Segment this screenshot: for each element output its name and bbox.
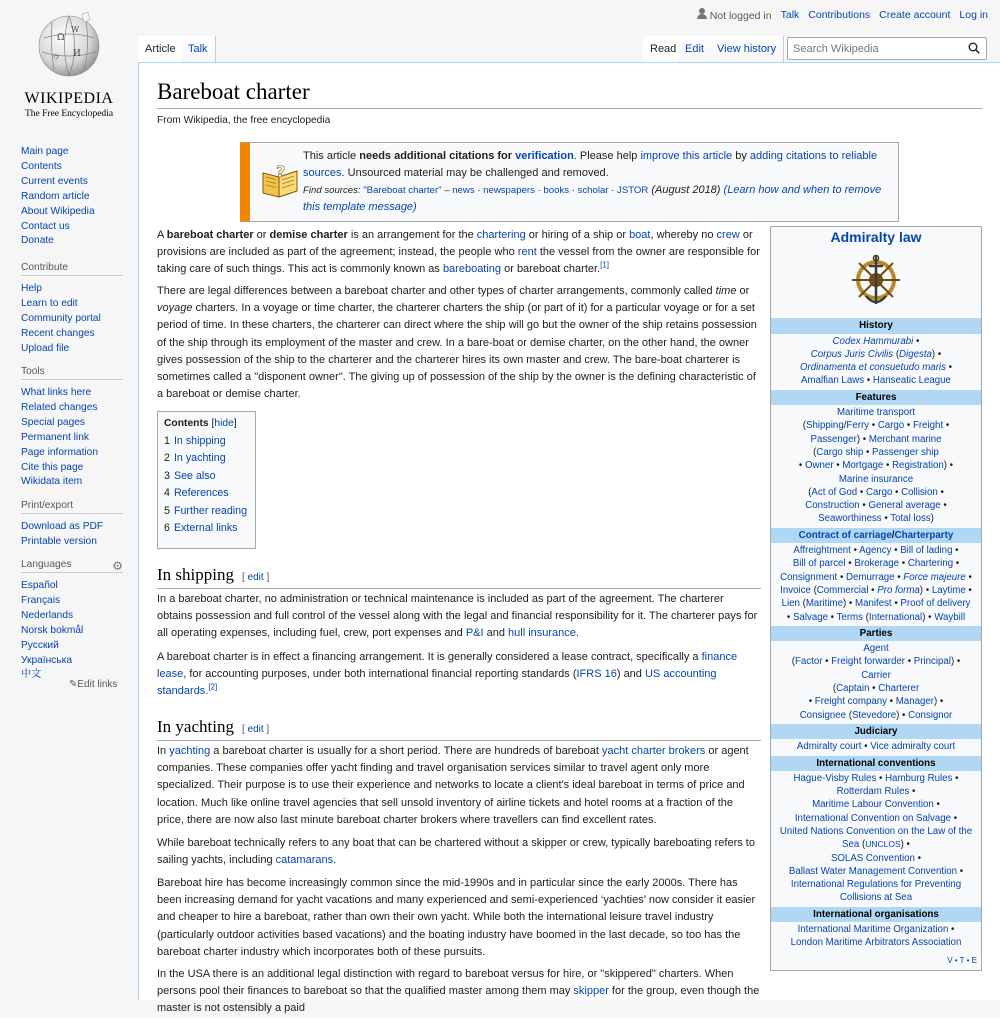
italic-term: voyage <box>157 302 193 315</box>
navbox-link[interactable]: UNCLOS <box>865 839 901 850</box>
navbox-group-orgs: International Maritime Organization • London Maritime Arbitrators Association <box>790 924 962 949</box>
sidebar-navbox-admiralty-law <box>770 226 982 971</box>
navbox-link[interactable]: International Maritime Organization <box>797 924 949 936</box>
section-heading-text: In yachting <box>157 717 234 736</box>
svg-text:ウ: ウ <box>52 53 60 62</box>
paragraph <box>157 283 761 403</box>
navbox-link[interactable]: Maritime <box>805 598 843 610</box>
navbox-link[interactable]: Terms <box>836 611 863 623</box>
navbox-link[interactable]: Mortgage <box>842 460 884 472</box>
navbox-link[interactable]: Ballast Water Management Convention <box>788 865 958 877</box>
nav-print <box>21 500 136 550</box>
text: A bareboat charter is in effect a financing arrangement. It is generally considered a lease contract, specifically a <box>157 651 702 663</box>
paragraph: Bareboat hire has become increasingly common since the mid-1990s and in particular since the early 2000s. There has been increasing demand for yacht vacations and many experienced and semi-experienced ‘yachties’ now consider it easier and cheaper to hire a bareboat, rather than own their own yacht. While both the international leisure travel industry (particularly outdoor activities based vacations) and the boating industry have boomed in the last decade, so too has the bareboat charter industry which incorporates both of these pursuits. <box>157 877 756 958</box>
navbox-link[interactable]: Stevedore <box>851 709 897 721</box>
navbox-link[interactable]: Ferry <box>846 420 870 432</box>
navbox-vte: V • T • E <box>947 955 977 965</box>
scholar-link[interactable]: scholar <box>577 185 609 196</box>
sidebar-item-wikidata-item[interactable]: Wikidata item <box>21 476 83 488</box>
section-heading-yachting: In yachting [ edit ] <box>157 717 761 741</box>
user-icon <box>697 8 707 20</box>
svg-text:И: И <box>73 49 81 59</box>
puzzle-globe-icon <box>38 10 100 82</box>
navbox-link[interactable]: Consignment <box>780 571 838 583</box>
sidebar-item-contact[interactable]: Contact us <box>21 220 70 232</box>
navbox-link[interactable]: Codex Hammurabi <box>832 335 914 347</box>
navbox-link[interactable]: Demurrage <box>846 571 895 583</box>
navbox-link[interactable]: General average <box>868 500 941 512</box>
edit-section-link[interactable]: edit <box>247 572 264 583</box>
not-logged-in-label: Not logged in <box>709 10 772 22</box>
wordmark: WIKIPEDIA <box>24 90 114 107</box>
navbox-heading: History <box>771 318 981 333</box>
navbox-link[interactable]: Amalfian Laws <box>801 375 865 387</box>
navbox-link[interactable]: Corpus Juris Civilis <box>810 348 894 360</box>
toc-item[interactable] <box>164 503 249 520</box>
navbox-link[interactable]: Chartering <box>907 558 954 570</box>
catamarans-link[interactable]: catamarans <box>275 854 334 867</box>
citation-notice <box>240 142 899 222</box>
navbox-link[interactable]: United Nations Convention on the Law of the Sea <box>779 825 973 851</box>
toc-link-references[interactable]: References <box>173 487 229 500</box>
navbox-link[interactable]: Invoice <box>780 584 811 596</box>
toc-num: 6 <box>164 522 170 535</box>
navbox-link[interactable]: Seaworthiness <box>818 513 882 525</box>
sidebar-item-lang-uk[interactable]: Українська <box>21 654 73 666</box>
nav-languages <box>21 559 136 683</box>
notice-text: . Unsourced material may be challenged and removed. <box>341 167 609 179</box>
navbox-heading: International organisations <box>771 907 981 922</box>
navbox-link[interactable]: Admiralty court <box>796 741 862 753</box>
bareboating-link[interactable]: bareboating <box>442 263 502 276</box>
navbox-heading-link[interactable]: Charterparty <box>894 529 954 541</box>
navbox-link[interactable]: Rotterdam Rules <box>836 786 910 798</box>
navbox-link[interactable]: Vice admiralty court <box>870 741 956 753</box>
navbox-link[interactable]: Waybill <box>934 611 966 623</box>
text: charters. In a voyage or time charter, the charterer charters the ship (or part of it) for a particular voyage or for a set period of time. In these charters, the charterer can direct where the ship will go but the owner of the ship retains possession of the ship through its employment of the master and crew. In a bare-boat or demise charter, on the other hand, the owner gives possession of the ship to the charterer and the charterer hires its own master and crew. The bare-boat charterer is sometimes called a "disponent owner". The giving up of possession of the ship by the owner is the defining characteristic of a bareboat or demise charter. <box>157 302 757 401</box>
log-in-link[interactable]: Log in <box>959 9 988 21</box>
reference-link[interactable]: [2] <box>208 682 218 692</box>
toc-num: 1 <box>164 435 170 447</box>
navbox-link[interactable]: Cargo <box>877 420 905 432</box>
navbox-link[interactable]: Act of God <box>811 486 858 498</box>
verification-link[interactable]: verification <box>515 150 574 162</box>
toc-item[interactable] <box>164 450 249 467</box>
text: In a bareboat charter, no administration or technical maintenance is included as part of the agreement. The charterer obtains possession and full control of the vessel along with the legal and financial responsibility for it. The charterer pays for all operating expenses, including fuel, crew, port expenses and <box>157 593 758 640</box>
crew-link[interactable]: crew <box>716 229 740 241</box>
text: or bareboat charter. <box>501 263 601 276</box>
sidebar-item-about[interactable]: About Wikipedia <box>21 205 95 217</box>
tab-read[interactable]: Read <box>643 36 684 62</box>
text: or <box>736 285 750 297</box>
navbox-link[interactable]: Freight forwarder <box>831 656 905 668</box>
tab-view-history[interactable]: View history <box>710 36 784 62</box>
navbox-link[interactable]: International Regulations for Preventing Collisions at Sea <box>790 879 962 904</box>
citation-notice-text: This article needs additional citations for verification. Please help improve this article by adding citations to reliable sources. Unsourced material may be challenged and removed. Find sources: "Bareboat charter" – news · newspapers · books · scholar · JSTOR (August 2018) (Learn how and when to remove this template message) <box>303 150 882 213</box>
svg-text:W: W <box>71 25 80 34</box>
section-heading-text: In shipping <box>157 565 234 584</box>
text: While bareboat technically refers to any boat that can be chartered without a skipper or crew, typically bareboating refers to sailing yachts, including <box>157 837 755 867</box>
ifrs16-link[interactable]: IFRS 16 <box>576 668 617 681</box>
sidebar-item-upload-file[interactable]: Upload file <box>21 342 70 354</box>
text: ) and <box>616 668 645 681</box>
text: or hiring of a ship or <box>525 229 630 241</box>
paragraph <box>157 743 761 829</box>
sidebar-item-donate[interactable]: Donate <box>21 235 54 247</box>
navbox-link[interactable]: Merchant marine <box>868 433 942 445</box>
navbox-link[interactable]: Manager <box>895 696 934 708</box>
paragraph <box>157 835 761 869</box>
navbox-link[interactable]: Maritime Labour Convention <box>812 799 934 811</box>
paragraph <box>157 649 761 701</box>
books-link[interactable]: books <box>543 185 570 196</box>
toc-link-shipping[interactable]: In shipping <box>173 435 226 447</box>
search-icon[interactable] <box>968 42 980 54</box>
navbox-link[interactable]: Carrier <box>861 669 891 681</box>
toc-link-see-also[interactable]: See also <box>173 469 216 482</box>
navbox-link[interactable]: Pro forma <box>877 584 920 596</box>
italic-term: time <box>715 285 737 297</box>
portal-heading: Tools <box>21 366 123 380</box>
navbox-link[interactable]: Construction <box>805 500 860 512</box>
toc-link-further-reading[interactable]: Further reading <box>173 504 248 517</box>
navbox-link[interactable]: Freight company <box>814 696 887 708</box>
sidebar-item-contents[interactable]: Contents <box>21 160 62 172</box>
ship-wheel-anchor-icon <box>844 250 908 314</box>
boat-link[interactable]: boat <box>629 229 651 241</box>
navbox-title-link[interactable]: Admiralty law <box>830 229 922 245</box>
contributions-link[interactable]: Contributions <box>808 9 871 21</box>
navbox-link[interactable]: Bill of parcel <box>792 558 846 570</box>
text: , whereby no <box>650 229 717 241</box>
text: or provisions are included as part of the agreement; instead, the people who <box>157 229 753 259</box>
navbox-link[interactable]: Hanseatic League <box>872 375 951 387</box>
section-heading-shipping: In shipping [ edit ] <box>157 565 761 589</box>
text: There are legal differences between a bareboat charter and other types of charter arrangements, commonly called <box>157 285 716 297</box>
svg-text:Ω: Ω <box>57 33 65 43</box>
sidebar-item-community-portal[interactable]: Community portal <box>21 312 101 324</box>
sidebar-item-lang-zh[interactable]: 中文 <box>21 669 42 681</box>
navbox-link[interactable]: Owner <box>805 460 834 472</box>
sidebar-item-random-article[interactable]: Random article <box>21 190 90 202</box>
toc-num: 5 <box>164 504 170 517</box>
sidebar-item-current-events[interactable]: Current events <box>21 175 88 187</box>
sidebar-item-cite-this-page[interactable]: Cite this page <box>21 461 84 473</box>
paragraph <box>157 227 761 279</box>
navbox-link[interactable]: Salvage <box>792 611 828 623</box>
edit-links-label: Edit links <box>77 679 118 690</box>
navbox-link[interactable]: Agent <box>863 643 889 655</box>
gear-icon[interactable]: ⚙ <box>112 559 123 573</box>
not-logged-in <box>697 8 772 22</box>
sidebar-item-lang-nl[interactable]: Nederlands <box>21 609 74 621</box>
navbox-heading-link[interactable]: Contract of carriage <box>798 529 892 541</box>
content-area <box>138 62 1000 1015</box>
notice-text: – <box>441 185 453 196</box>
navbox-heading: Parties <box>771 626 981 641</box>
navbox-group-features: Maritime transport (Shipping/Ferry • Cargo • Freight • Passenger) • Merchant marine (Cargo ship • Passenger ship • Owner • Mortgage • Registration) • Marine insurance (Act of God • Cargo • Collision • Construction • General average • Seaworthiness • Total loss) <box>798 407 954 525</box>
navbox-heading: Judiciary <box>771 724 981 739</box>
svg-text:?: ? <box>276 162 286 181</box>
navbox-group-judiciary: Admiralty court • Vice admiralty court <box>796 741 956 753</box>
edit-links-button[interactable] <box>69 679 117 690</box>
navbox-heading: International conventions <box>771 756 981 771</box>
navbox-link[interactable]: Brokerage <box>854 558 900 570</box>
chartering-link[interactable]: chartering <box>476 229 526 241</box>
text: A <box>157 229 167 241</box>
text: a bareboat charter is usually for a short period. There are hundreds of bareboat <box>210 745 602 757</box>
toc-num: 4 <box>164 487 170 500</box>
navbox-link[interactable]: Hague-Visby Rules <box>793 772 877 784</box>
text: or <box>253 229 270 241</box>
navbox-link[interactable]: Charterer <box>878 683 920 695</box>
toc-link-external-links[interactable]: External links <box>173 522 238 535</box>
search-box <box>787 37 987 60</box>
pandi-link[interactable]: P&I <box>465 627 484 640</box>
edit-template-link[interactable]: E <box>971 955 977 965</box>
navbox-link[interactable]: Manifest <box>855 598 892 610</box>
notice-text: . Please help <box>573 150 641 162</box>
navbox-link[interactable]: London Maritime Arbitrators Association <box>790 937 962 949</box>
toc-item[interactable] <box>164 468 249 485</box>
navbox-link[interactable]: SOLAS Convention <box>830 852 915 864</box>
notice-date: (August 2018) <box>648 184 724 196</box>
navbox-link[interactable]: Consignee <box>799 709 847 721</box>
site-subtitle: From Wikipedia, the free encyclopedia <box>157 115 331 126</box>
sidebar-item-special-pages[interactable]: Special pages <box>21 416 86 428</box>
navbox-link[interactable]: Principal <box>913 656 951 668</box>
navbox-link[interactable]: Laytime <box>931 584 966 596</box>
sidebar-item-help[interactable]: Help <box>21 283 42 294</box>
navbox-link[interactable]: International Convention on Salvage <box>794 812 952 824</box>
tagline: The Free Encyclopedia <box>24 109 114 119</box>
create-account-link[interactable]: Create account <box>879 9 951 21</box>
tab-article[interactable]: Article <box>138 36 184 62</box>
divider <box>157 108 982 109</box>
sidebar-item-printable-version[interactable]: Printable version <box>21 535 97 547</box>
adding-citations-link[interactable]: adding citations to reliable sources <box>303 150 878 179</box>
newspapers-link[interactable]: newspapers <box>483 185 535 196</box>
portal-heading: Contribute <box>21 262 123 276</box>
sidebar-item-what-links-here[interactable]: What links here <box>21 387 92 398</box>
navbox-heading: Features <box>771 390 981 405</box>
navbox-group-contract: Affreightment • Agency • Bill of lading • Bill of parcel • Brokerage • Chartering • Consignment • Demurrage • Force majeure • Invoice (Commercial • Pro forma) • Laytime • Lien (Maritime) • Manifest • Proof of delivery • Salvage • Terms (International) • Waybill <box>780 545 972 623</box>
tab-edit[interactable]: Edit <box>678 36 712 62</box>
navbox-link[interactable]: Consignor <box>908 709 953 721</box>
navbox-link[interactable]: Agency <box>859 545 892 557</box>
reference-link[interactable]: [1] <box>600 260 610 270</box>
navbox-link[interactable]: Factor <box>794 656 823 668</box>
notice-text: by <box>732 150 750 162</box>
sidebar-item-lang-es[interactable]: Español <box>21 580 58 591</box>
sidebar <box>0 0 138 1000</box>
toc-title-label: Contents <box>164 418 209 429</box>
yachting-link[interactable]: yachting <box>169 745 211 757</box>
tab-talk[interactable]: Talk <box>181 36 216 62</box>
navbox-link[interactable]: Proof of delivery <box>900 598 971 610</box>
talk-link[interactable]: Talk <box>780 9 800 21</box>
skipper-link[interactable]: skipper <box>573 985 609 998</box>
text: . <box>205 685 209 698</box>
navbox-link[interactable]: Total loss <box>890 513 931 525</box>
navbox-link[interactable]: Affreightment <box>793 545 851 557</box>
search-input[interactable] <box>788 38 958 59</box>
text: . <box>575 627 579 640</box>
navbox-link[interactable]: Hamburg Rules <box>885 772 953 784</box>
sidebar-item-download-pdf[interactable]: Download as PDF <box>21 521 104 532</box>
learn-how-link[interactable]: (Learn how and when to remove this template message) <box>303 184 882 213</box>
navbox-link[interactable]: Cargo ship <box>816 446 864 458</box>
us-accounting-link[interactable]: US accounting standards <box>157 668 717 698</box>
bold-term: bareboat charter <box>166 229 254 241</box>
navbox-link[interactable]: International <box>868 611 923 623</box>
text: In <box>157 745 170 757</box>
notice-text: This article <box>303 150 360 162</box>
sidebar-item-page-information[interactable]: Page information <box>21 446 99 458</box>
navbox-link[interactable]: Registration <box>892 460 944 472</box>
text: and <box>483 627 509 640</box>
navbox-link[interactable]: Passenger <box>810 433 857 445</box>
bold-term: demise charter <box>269 229 348 241</box>
navbox-link[interactable]: Captain <box>836 683 870 695</box>
view-template-link[interactable]: V <box>947 955 953 965</box>
navbox-link[interactable]: Digesta <box>899 348 932 360</box>
find-sources-label: Find sources: <box>303 185 364 196</box>
pencil-icon: ✎ <box>69 679 78 690</box>
sidebar-item-related-changes[interactable]: Related changes <box>21 401 98 413</box>
navbox-link[interactable]: Passenger ship <box>872 446 939 458</box>
hull-insurance-link[interactable]: hull insurance <box>508 627 576 640</box>
text: the vessel from the owner are responsible for taking care of such things. This act is commonly known as <box>157 246 760 276</box>
sidebar-item-recent-changes[interactable]: Recent changes <box>21 327 95 339</box>
navbox-link[interactable]: Cargo <box>865 486 893 498</box>
text: . <box>333 854 337 867</box>
navbox-group-history: Codex Hammurabi • Corpus Juris Civilis (Digesta) • Ordinamenta et consuetudo maris • Amalfian Laws • Hanseatic League <box>799 335 953 387</box>
rent-link[interactable]: rent <box>517 246 537 259</box>
nav-main <box>21 145 136 249</box>
toc-num: 2 <box>164 452 170 465</box>
text: In the USA there is an additional legal distinction with regard to bareboat versus for hire, or "skippered" charters. When persons pool their finances to bareboat so that the qualified master among them may <box>157 968 734 998</box>
navbox-link[interactable]: Commercial <box>816 584 869 596</box>
navbox-link[interactable]: Force majeure <box>903 571 966 583</box>
finance-lease-link[interactable]: finance lease <box>157 651 738 681</box>
portal-heading: Print/export <box>21 500 123 514</box>
navbox-link[interactable]: Marine insurance <box>838 473 914 485</box>
text: is an arrangement for the <box>347 229 477 241</box>
improve-article-link[interactable]: improve this article <box>640 150 733 162</box>
paragraph <box>157 591 761 643</box>
notice-bold: needs additional citations for <box>359 150 516 162</box>
nav-contribute <box>21 262 136 357</box>
navbox-link[interactable]: Shipping <box>806 420 844 432</box>
portal-heading: Languages <box>21 559 123 573</box>
paragraph <box>157 966 761 1018</box>
navbox-link[interactable]: Maritime transport <box>836 407 916 419</box>
question-book-icon <box>260 163 300 199</box>
sidebar-item-lang-fr[interactable]: Français <box>21 594 61 606</box>
navbox-link[interactable]: Lien <box>781 598 800 610</box>
navbox-group-conventions: Hague-Visby Rules • Hamburg Rules • Rotterdam Rules • Maritime Labour Convention • International Convention on Salvage • United Nations Convention on the Law of the Sea (UNCLOS) • SOLAS Convention • Ballast Water Management Convention • International Regulations for Preventing Collisions at Sea <box>779 772 973 904</box>
navbox-link[interactable]: Collision <box>901 486 938 498</box>
sidebar-item-main-page[interactable]: Main page <box>21 146 69 157</box>
table-of-contents <box>157 411 256 549</box>
toc-item[interactable] <box>164 485 249 502</box>
sidebar-item-permanent-link[interactable]: Permanent link <box>21 431 89 443</box>
navbox-link[interactable]: Bill of lading <box>900 545 953 557</box>
yacht-charter-brokers-link[interactable]: yacht charter brokers <box>601 745 706 757</box>
edit-section-link[interactable]: edit <box>247 724 264 735</box>
navbox-link[interactable]: Freight <box>912 420 944 432</box>
news-link[interactable]: news <box>452 185 475 196</box>
toc-title: Contents [hide] <box>164 418 237 429</box>
toc-item[interactable] <box>164 433 249 450</box>
navbox-group-parties: Agent (Factor • Freight forwarder • Principal) • Carrier (Captain • Charterer • Freight company • Manager) • Consignee (Stevedore) • Consignor <box>791 643 961 721</box>
personal-tools <box>697 8 988 22</box>
page-title: Bareboat charter <box>157 79 310 104</box>
toc-num: 3 <box>164 469 170 482</box>
source-search-link[interactable]: "Bareboat charter" <box>363 185 442 196</box>
toc-link-yachting[interactable]: In yachting <box>173 452 226 465</box>
text: or agent companies. These companies offer yacht finding and travel organisation services similar to travel agent only more specialized. Their purpose is to use their experience and networks to locate a client's ideal bareboat in terms of price and location. Much like online travel agencies that sell unsold inventory of airline tickets and hotel rooms at a fraction of the price, there are now also last minute bareboat charter brokers where travellers can find excellent rates. <box>157 745 749 826</box>
text: for the group, even though the master is not ostensibly a paid <box>157 985 760 1015</box>
sidebar-item-lang-ru[interactable]: Русский <box>21 639 59 651</box>
sidebar-item-learn-to-edit[interactable]: Learn to edit <box>21 297 78 309</box>
nav-tools <box>21 366 136 490</box>
navbox-heading-contract: Contract of carriage/Charterparty <box>771 528 981 543</box>
toc-hide-toggle[interactable]: hide <box>214 418 234 429</box>
text: , for accounting purposes, under both international financial reporting standards ( <box>183 668 577 681</box>
jstor-link[interactable]: JSTOR <box>617 185 649 196</box>
sidebar-item-lang-nb[interactable]: Norsk bokmål <box>21 624 84 636</box>
toc-item[interactable] <box>164 520 249 537</box>
talk-template-link[interactable]: T <box>959 955 965 965</box>
navbox-link[interactable]: Ordinamenta et consuetudo maris <box>799 362 946 374</box>
wikipedia-logo[interactable] <box>14 10 124 122</box>
